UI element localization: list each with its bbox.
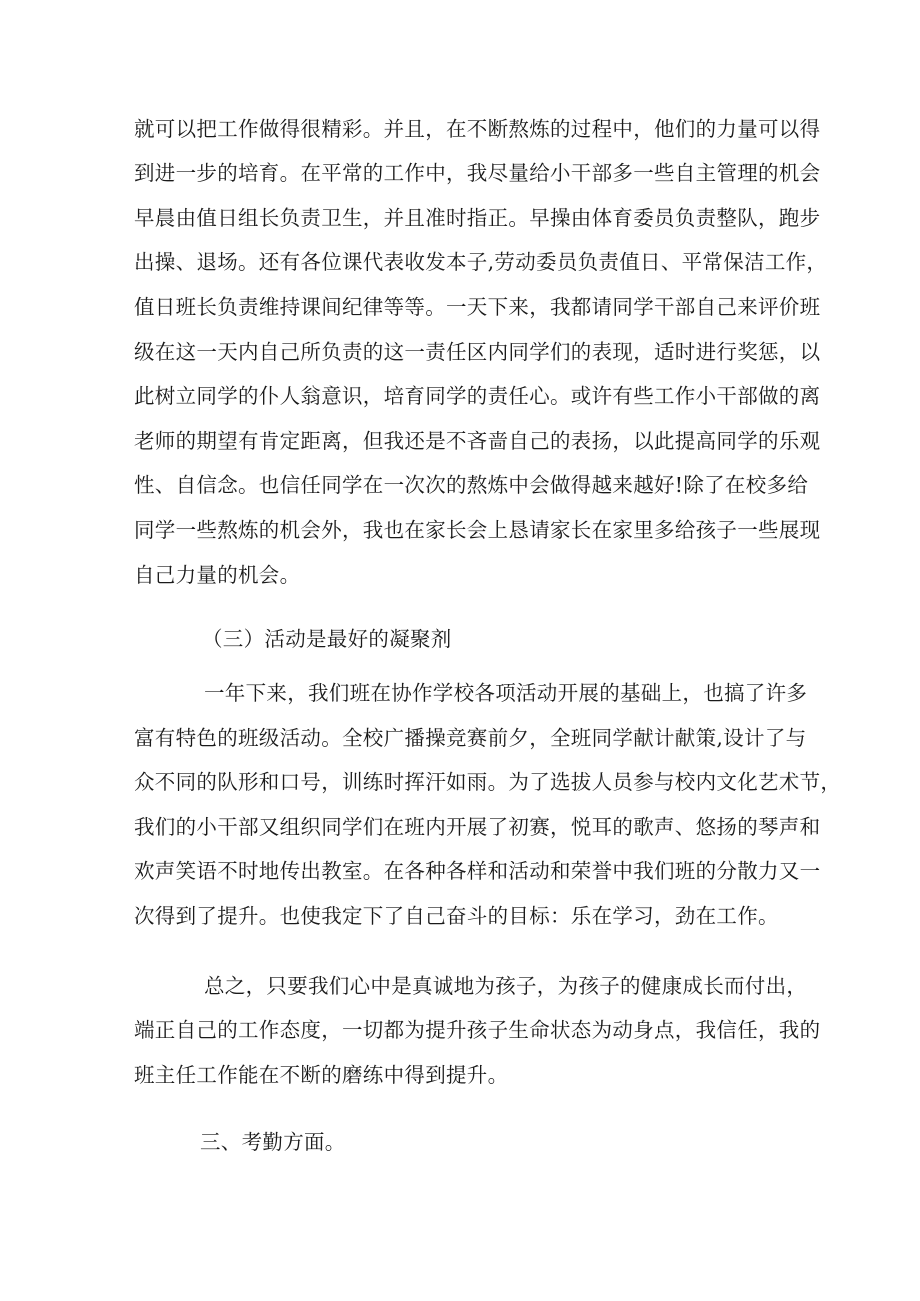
paragraph-line: 此树立同学的仆人翁意识，培育同学的责任心。或许有些工作小干部做的离 <box>134 384 821 408</box>
paragraph-line: 就可以把工作做得很精彩。并且，在不断熬炼的过程中，他们的力量可以得 <box>134 117 821 141</box>
paragraph-line: 众不同的队形和口号，训练时挥汗如雨。为了选拔人员参与校内文化艺术节， <box>134 770 842 794</box>
paragraph-line: 同学一些熬炼的机会外，我也在家长会上恳请家长在家里多给孩子一些展现 <box>134 518 821 542</box>
paragraph-line: 早晨由值日组长负责卫生，并且准时指正。早操由体育委员负责整队，跑步 <box>134 206 821 230</box>
paragraph-line: 到进一步的培育。在平常的工作中，我尽量给小干部多一些自主管理的机会 <box>134 161 821 185</box>
paragraph-line: 欢声笑语不时地传出教室。在各种各样和活动和荣誉中我们班的分散力又一 <box>134 859 821 883</box>
subsection-heading: （三）活动是最好的凝聚剂 <box>202 627 452 651</box>
paragraph-line: 性、自信念。也信任同学在一次次的熬炼中会做得越来越好!除了在校多给 <box>134 473 809 497</box>
paragraph-line: 端正自己的工作态度，一切都为提升孩子生命状态为动身点，我信任，我的 <box>134 1018 821 1042</box>
section-heading: 三、考勤方面。 <box>200 1130 346 1154</box>
paragraph-line: 出操、退场。还有各位课代表收发本子,劳动委员负责值日、平常保洁工作， <box>134 250 828 274</box>
paragraph-line: 自己力量的机会。 <box>134 563 301 587</box>
paragraph-line: 值日班长负责维持课间纪律等等。一天下来，我都请同学干部自己来评价班 <box>134 295 821 319</box>
paragraph-line: 富有特色的班级活动。全校广播操竞赛前夕，全班同学献计献策,设计了与 <box>134 726 807 750</box>
paragraph-line: 次得到了提升。也使我定下了自己奋斗的目标：乐在学习，劲在工作。 <box>134 904 779 928</box>
paragraph-line: 级在这一天内自己所负责的这一责任区内同学们的表现，适时进行奖惩，以 <box>134 340 821 364</box>
paragraph-line: 老师的期望有肯定距离，但我还是不吝啬自己的表扬，以此提高同学的乐观 <box>134 429 821 453</box>
paragraph-line: 班主任工作能在不断的磨练中得到提升。 <box>134 1063 509 1087</box>
paragraph-line: 一年下来，我们班在协作学校各项活动开展的基础上，也搞了许多 <box>204 681 808 705</box>
paragraph-line: 总之，只要我们心中是真诚地为孩子，为孩子的健康成长而付出， <box>204 974 808 998</box>
paragraph-line: 我们的小干部又组织同学们在班内开展了初赛，悦耳的歌声、悠扬的琴声和 <box>134 815 821 839</box>
